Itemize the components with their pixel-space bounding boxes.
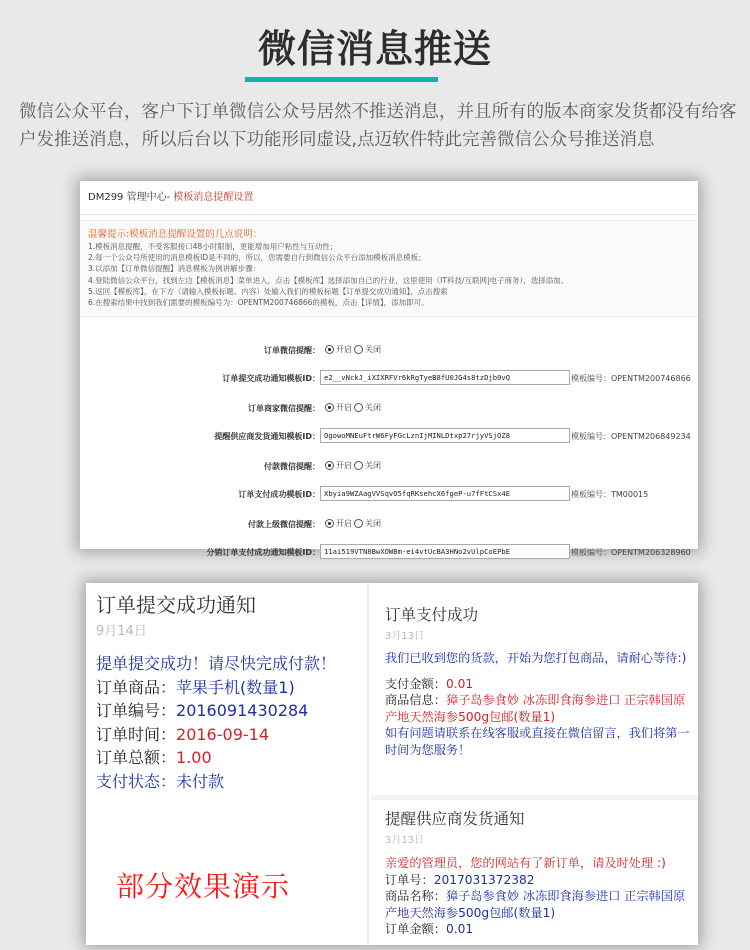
amount-row: 支付金额：0.01 [385,676,474,691]
payment-card-body [385,650,695,758]
intro-text: 微信公众平台，客户下订单微信公众号居然不推送消息，并且所有的版本商家发货都没有给客户发推送消息，所以后台以下功能形同虚设,点迈软件特此完善微信公众号推送消息 [19,102,737,150]
card-headline: 提单提交成功！请尽快完成付款！ [96,654,337,673]
form-row-payment-notify [80,458,698,478]
field-label: 付款微信提醒： [264,462,320,472]
admin-breadcrumb [80,181,698,215]
supplier-card-title: 提醒供应商发货通知 [385,810,525,828]
field-label: 订单商家微信提醒： [248,404,320,414]
template-code: 模板编号：OPENTM200746866 [571,374,691,384]
radio-group [325,402,381,413]
radio-on-label: 开启 [336,345,352,355]
radio-on-label: 开启 [336,403,352,413]
form-row-order-submit-template [80,370,698,390]
card-title: 订单提交成功通知 [96,593,256,617]
breadcrumb-current: 模板消息提醒设置 [173,192,254,203]
payment-card-date: 3月13日 [385,631,425,642]
radio-group [325,460,381,471]
notification-demo-screenshot [86,583,698,945]
field-row: 订单编号：2016091430284 [96,701,309,720]
payment-status: 支付状态：未付款 [96,771,225,791]
radio-off[interactable] [354,519,363,528]
form-row-order-notify [80,342,698,362]
radio-group [325,344,381,355]
form-row-payment-template [80,486,698,506]
radio-on[interactable] [325,403,334,412]
radio-on-label: 开启 [336,461,352,471]
notice-title: 温馨提示:模板消息提醒设置的几点说明： [88,229,263,240]
radio-group [325,518,381,529]
radio-off-label: 关闭 [365,461,381,471]
template-code: 模板编号：OPENTM206328960 [571,548,691,558]
radio-on-label: 开启 [336,519,352,529]
supplier-card-body [385,855,695,938]
supplier-card-date: 3月13日 [385,835,425,846]
radio-off-label: 关闭 [365,519,381,529]
field-row: 订单商品：苹果手机(数量1) [96,677,295,697]
product-row: 商品信息：獐子岛参食妙 冰冻即食海参进口 正宗韩国原产地天然海参500g包邮(数量1) [385,693,686,724]
admin-settings-screenshot [80,181,698,558]
template-code: 模板编号：OPENTM206849234 [571,432,691,442]
template-id-input[interactable]: Xbyia9WZAagVVSqvO5fqRKsehcX6fgeP-u7fFtCSx4E [320,486,570,501]
demo-caption: 部分效果演示 [116,870,291,903]
notice-line: 6.在搜索结果中找到我们需要的模板编号为：OPENTM200746866的模板，点击【详情】，添加即可。 [88,298,429,308]
amount-row: 订单金额：0.01 [385,922,474,936]
card-divider [371,795,698,800]
form-row-upline-notify [80,516,698,536]
field-label: 提醒供应商发货通知模板ID： [214,432,320,442]
notice-box [80,220,698,317]
card-date: 9月14日 [96,624,147,639]
card-body [96,652,336,793]
template-id-input[interactable]: OgowoMNEuFtrW6FyFGcLznIjMINLDtxp27rjyVSjOZ8 [320,428,570,443]
page-title: 微信消息推送 [257,27,492,71]
payment-footer: 如有问题请联系在线客服或直接在微信留言，我们将第一时间为您服务！ [385,726,690,757]
field-label: 付款上级微信提醒： [248,520,320,530]
form-row-merchant-notify [80,400,698,420]
field-label: 订单微信提醒： [264,346,320,356]
notice-line: 5.返回【模板库】，在下方（请输入模板标题、内容）处输入我们的模板标题【订单提交成功通知】，点击搜索 [88,286,448,296]
radio-on[interactable] [325,461,334,470]
radio-off[interactable] [354,461,363,470]
radio-off[interactable] [354,403,363,412]
supplier-message: 亲爱的管理员，您的网站有了新订单，请及时处理 :) [385,856,666,870]
field-label: 订单提交成功通知模板ID： [222,374,320,384]
breadcrumb-root[interactable]: DM299 管理中心- [88,192,171,203]
form-row-distribution-template [80,544,698,564]
radio-off-label: 关闭 [365,345,381,355]
product-row: 商品名称：獐子岛参食妙 冰冻即食海参进口 正宗韩国原产地天然海参500g包邮(数量1) [385,889,686,920]
template-code: 模板编号：TM00015 [571,490,649,500]
field-row: 订单总额：1.00 [96,748,212,767]
payment-card-title: 订单支付成功 [385,606,479,624]
notice-line: 3.以添加【订单微信提醒】消息模板为例讲解步骤： [88,264,261,274]
radio-off-label: 关闭 [365,403,381,413]
radio-off[interactable] [354,345,363,354]
form-row-supplier-template [80,428,698,448]
payment-message: 我们已收到您的货款，开始为您打包商品，请耐心等待:) [385,651,687,665]
right-cards [371,583,698,945]
title-underline [245,77,438,82]
field-label: 分销订单支付成功通知模板ID： [206,548,320,558]
field-row: 订单时间：2016-09-14 [96,724,269,744]
field-label: 订单支付成功模板ID： [238,490,320,500]
notice-line: 1.模板消息提醒，不受客服接口48小时限制，更能增加用户粘性与互动性； [88,242,338,251]
notice-line: 2.每一个公众号所使用的消息模板ID是不同的，所以，您需要自行到微信公众平台添加模板消息模板； [88,253,426,263]
template-id-input[interactable]: 11ai519VTN8BwXOWBm-ei4vtUcBA3HNo2vUlpCoEPbE [320,544,570,559]
notice-line: 4.登陆微信公众平台，找到左边【模板消息】菜单进入，点击【模板库】选择添加自己的行业，这里使用（IT科技/互联网|电子商务），选择添加。 [88,275,569,285]
radio-on[interactable] [325,345,334,354]
template-id-input[interactable]: e2__vNckJ_iXIXRFVr6kRgTyeB8fU0JG4s8tzDjb0vQ [320,370,570,385]
radio-on[interactable] [325,519,334,528]
order-submit-card [86,583,369,945]
order-row: 订单号：2017031372382 [385,872,535,887]
